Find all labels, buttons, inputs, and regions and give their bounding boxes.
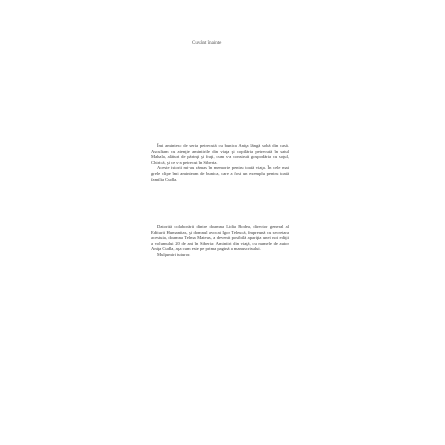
foreword-acknowledgements (151, 224, 289, 258)
page-heading: Cuvânt înainte (192, 41, 222, 46)
foreword-paragraph-1: Îmi amintesc de seria petrecută cu bunica Aniţa lângă sobă din casă. Ascultam cu atenţie amintirile din viaţa şi copilăria petrecută în satul Mahala, alături de părinţi şi fraţi, cum s-a construit gospodăria cu soţul, Chirică, şi ce s-a petrecut în Siberia. (151, 143, 289, 165)
signoff-line: Mulţumiri tuturor. (157, 251, 191, 257)
foreword-paragraph-2: Aceste istorii mi-au rămas în memorie pentru toată viaţa. În cele mai grele clipe îmi aminteam de bunica, care a fost un exemplu pentru toată familia Cudla. (151, 165, 289, 182)
foreword-intro (151, 143, 289, 182)
acknowledgements-paragraph: Datorită colaborării dintre doamna Lidia Bodea, director general al Editurii Humanitas, şi domnul avocat Igor Teleucă, împreună cu secretara acestuia, doamna Telma Mateus, a devenit posibilă apariţia unei noi ediţii a volumului 20 de ani în Siberia: Amintiri din viaţă, cu numele de autor Aniţa Cudla, aşa cum este pe prima pagină a manuscrisului. (151, 224, 289, 252)
